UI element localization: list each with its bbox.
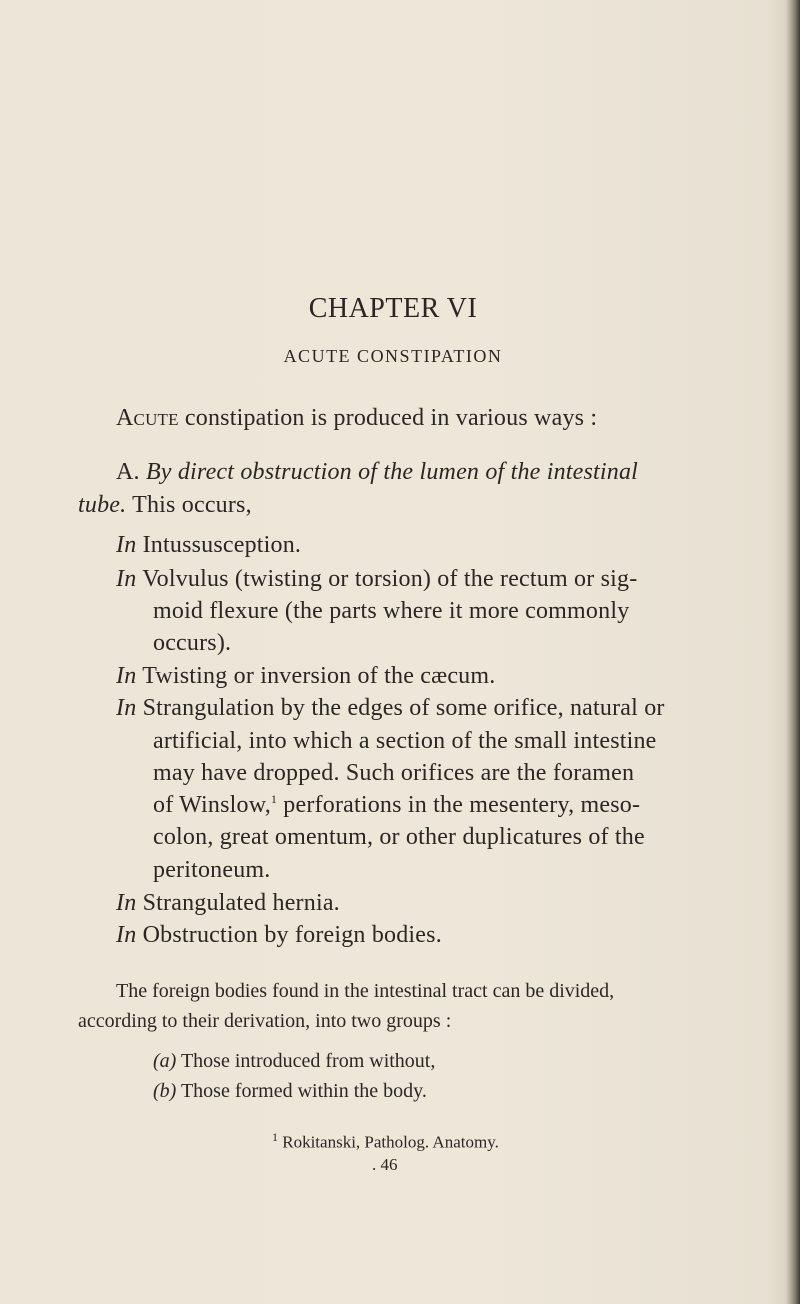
cause-hernia [116, 890, 340, 917]
group-label: (a) [153, 1050, 177, 1072]
cause-prefix: In [116, 695, 137, 721]
cause-volvulus [116, 566, 637, 593]
cause-prefix: In [116, 532, 137, 558]
cause-volvulus-line3: occurs). [153, 630, 232, 656]
cause-text: Obstruction by foreign bodies. [142, 922, 442, 948]
cause-prefix: In [116, 922, 137, 948]
section-a-title: By direct obstruction of the lumen of the intestinal [145, 459, 639, 485]
group-text: Those introduced from without, [176, 1050, 436, 1072]
group-label: (b) [153, 1080, 177, 1102]
cause-prefix: In [116, 566, 137, 592]
footnote-marker: 1 [272, 1130, 278, 1144]
section-a-label: A. [116, 459, 140, 485]
winslow-rest: perforations in the mesentery, meso- [277, 792, 641, 818]
chapter-title: ACUTE CONSTIPATION [283, 346, 503, 366]
cause-strangulation [116, 695, 665, 722]
foreign-bodies-line2: according to their derivation, into two groups : [78, 1010, 452, 1032]
cause-foreign-bodies [116, 922, 442, 949]
chapter-heading: CHAPTER VI [308, 293, 478, 324]
page-edge [786, 0, 800, 1304]
cause-caecum [116, 663, 495, 690]
cause-text: Strangulation by the edges of some orifice, natural or [142, 695, 665, 721]
cause-prefix: In [116, 890, 137, 916]
section-a-line1 [116, 459, 638, 486]
group-item-b [153, 1080, 427, 1103]
section-a-line2 [78, 492, 252, 519]
cause-text: Volvulus (twisting or torsion) of the rectum or sig- [142, 566, 638, 592]
cause-strangulation-line3: may have dropped. Such orifices are the foramen [153, 760, 635, 786]
footnote-text: Rokitanski, Patholog. Anatomy. [278, 1132, 499, 1152]
foreign-bodies-line1: The foreign bodies found in the intestinal tract can be divided, [116, 980, 615, 1002]
cause-text: Intussusception. [142, 532, 302, 558]
section-a-title-end: tube. [78, 492, 127, 518]
cause-strangulation-line5: colon, great omentum, or other duplicatures of the [153, 824, 645, 850]
cause-prefix: In [116, 663, 137, 689]
footnote-reference: 1 [270, 792, 278, 806]
group-item-a [153, 1050, 435, 1073]
cause-volvulus-line2: moid flexure (the parts where it more commonly [153, 598, 630, 624]
section-a-after: This occurs, [126, 492, 252, 518]
intro-paragraph [116, 405, 597, 432]
cause-strangulation-line4 [153, 792, 640, 819]
cause-intussusception [116, 532, 301, 559]
cause-strangulation-line2: artificial, into which a section of the small intestine [153, 728, 657, 754]
footnote [272, 1130, 499, 1153]
cause-strangulation-line6: peritoneum. [153, 857, 271, 883]
group-text: Those formed within the body. [176, 1080, 427, 1102]
cause-text: Strangulated hernia. [142, 890, 340, 916]
winslow-text: of Winslow, [153, 792, 271, 818]
intro-lead-word: Acute [116, 405, 179, 431]
cause-text: Twisting or inversion of the cæcum. [142, 663, 496, 689]
intro-text: constipation is produced in various ways : [178, 405, 598, 431]
page-number: . 46 [372, 1155, 398, 1174]
